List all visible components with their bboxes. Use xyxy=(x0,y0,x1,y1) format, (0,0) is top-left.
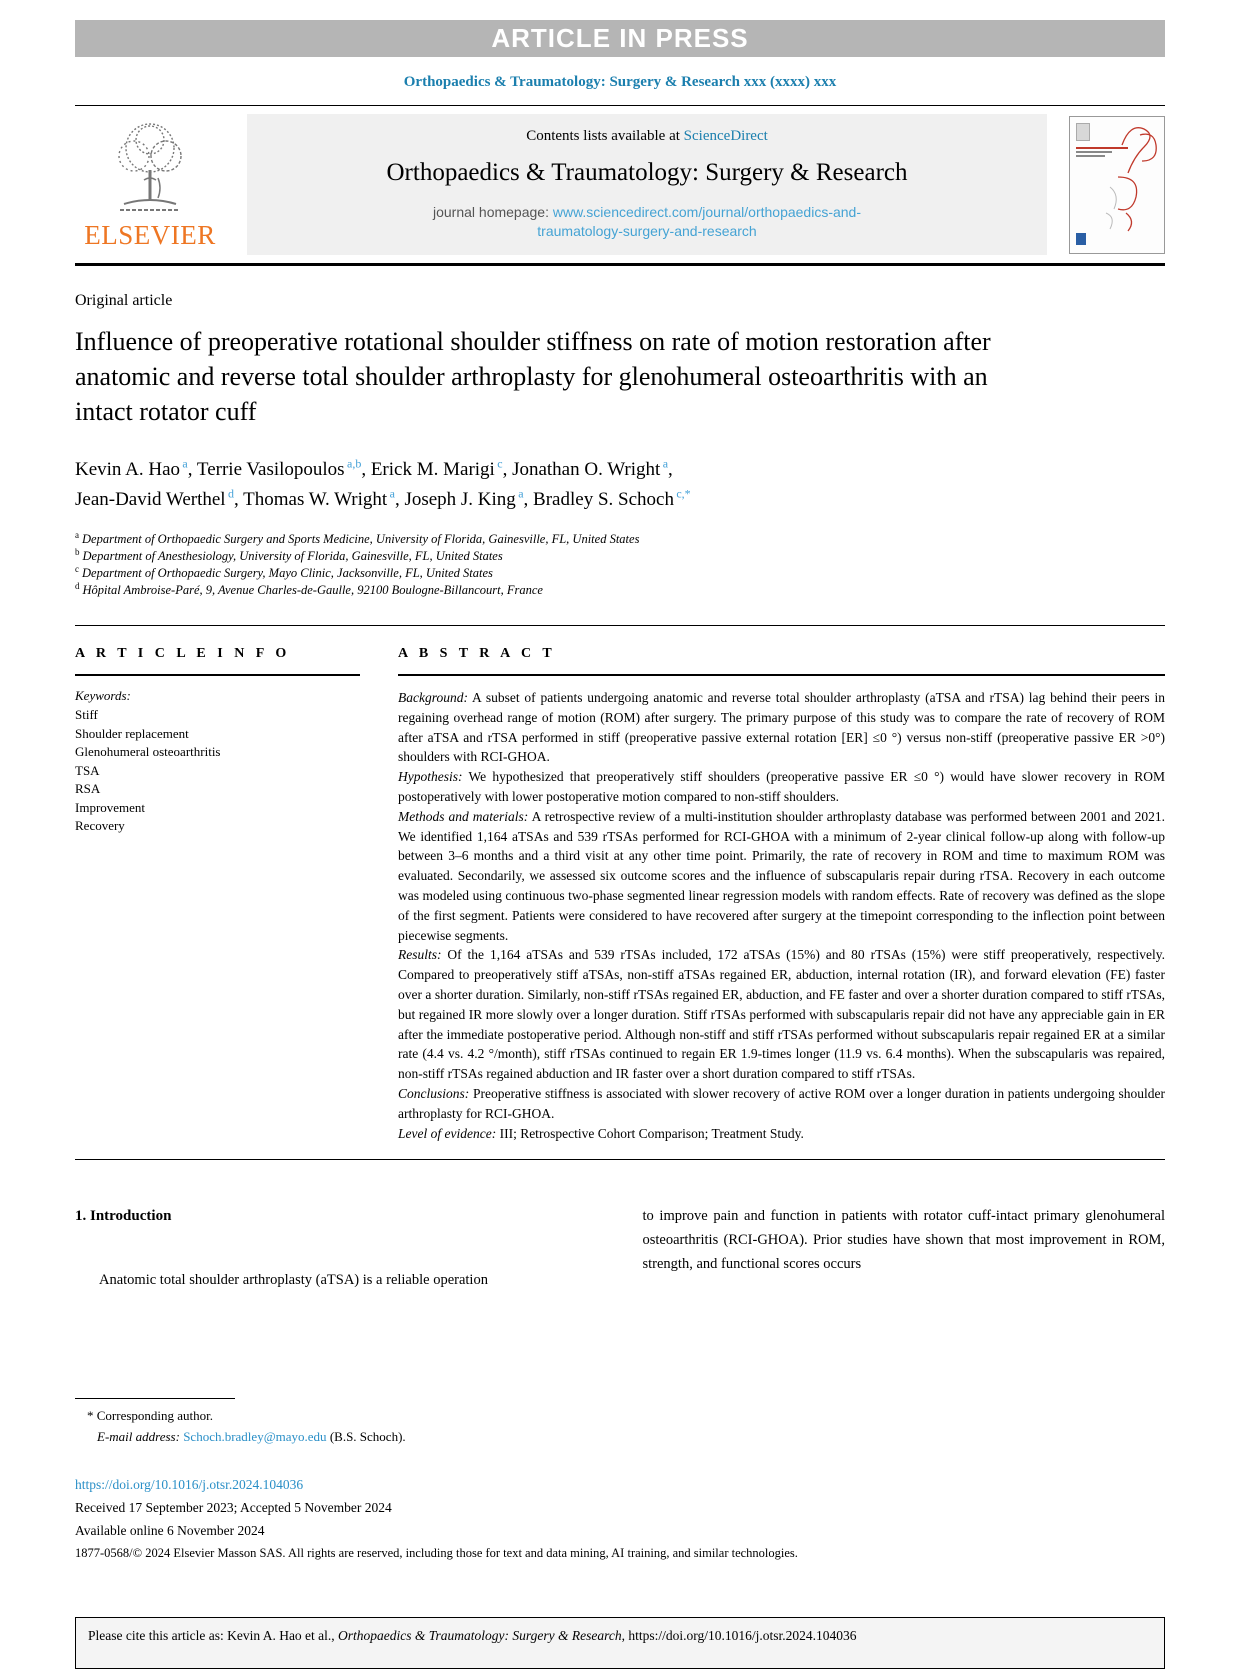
running-head: Orthopaedics & Traumatology: Surgery & Research xxx (xxxx) xxx xyxy=(403,74,837,90)
email-link[interactable]: Schoch.bradley@mayo.edu xyxy=(183,1429,327,1445)
abstract-section: Hypothesis: We hypothesized that preoperatively stiff shoulders (preoperative passive ER ≤0 °) would have slower recovery in ROM postoperatively with lower postoperative motion compared to non-stiff shoulders. xyxy=(398,769,1165,804)
keyword: Improvement xyxy=(75,799,146,815)
author: Jonathan O. Wright $^a$, xyxy=(512,456,673,480)
introduction-right-paragraph: to improve pain and function in patients with rotator cuff-intact primary glenohumeral osteoarthritis (RCI-GHOA). Prior studies have shown that most improvement in ROM, strength, and functional scores occurs xyxy=(642,1208,1165,1273)
keyword: Recovery xyxy=(75,818,125,833)
keywords-label: Keywords: xyxy=(75,688,131,703)
citation-box xyxy=(75,1617,1165,1669)
introduction-heading: 1. Introduction xyxy=(75,1208,172,1225)
author: Erick M. Marigi $^c$, xyxy=(370,456,513,480)
abstract-rule xyxy=(398,674,1165,676)
cover-publisher-mark xyxy=(1076,233,1086,245)
copyright-line: 1877-0568/© 2024 Elsevier Masson SAS. All rights are reserved, including those for text and data mining, AI training, and similar technologies. xyxy=(75,1546,798,1561)
author: Bradley S. Schoch $^{c,*}$ xyxy=(533,486,691,510)
contents-prefix: Contents lists available at xyxy=(526,128,684,144)
email-line xyxy=(75,1426,1165,1447)
abstract-section: Conclusions: Preoperative stiffness is associated with slower recovery of active ROM over a longer duration in patients undergoing shoulder arthroplasty for RCI-GHOA. xyxy=(398,1085,1165,1121)
abstract-column xyxy=(398,646,1165,1143)
homepage-prefix: journal homepage: xyxy=(432,204,553,220)
author: Kevin A. Hao $^a$, xyxy=(75,456,197,480)
received-accepted-line: Received 17 September 2023; Accepted 5 November 2024 xyxy=(75,1500,392,1516)
keyword: TSA xyxy=(75,762,100,778)
journal-title: Orthopaedics & Traumatology: Surgery & Research xyxy=(386,159,908,186)
journal-homepage-line xyxy=(433,203,861,241)
article-in-press-banner xyxy=(75,20,1165,57)
author: Joseph J. King $^a$, xyxy=(404,486,534,510)
affiliation: $^b$ Department of Anesthesiology, University of Florida, Gainesville, FL, United States xyxy=(75,546,503,563)
keyword: RSA xyxy=(75,781,101,796)
doi-link[interactable]: https://doi.org/10.1016/j.otsr.2024.104036 xyxy=(75,1477,304,1493)
info-abstract-section xyxy=(75,626,1165,1159)
introduction-left-column xyxy=(75,1204,598,1354)
elsevier-logo xyxy=(75,114,225,255)
homepage-link-line1[interactable]: www.sciencedirect.com/journal/orthopaedics-and- xyxy=(552,204,862,220)
homepage-link-line2[interactable]: traumatology-surgery-and-research xyxy=(537,223,757,239)
article-info-column xyxy=(75,646,360,1143)
elsevier-tree-icon xyxy=(104,118,196,218)
contents-line xyxy=(526,128,768,145)
article-info-heading: A R T I C L E I N F O xyxy=(75,646,291,661)
citation-prefix: Please cite this article as: Kevin A. Hao et al., xyxy=(88,1628,339,1644)
footnote-block xyxy=(75,1405,1165,1447)
introduction-left-paragraph: Anatomic total shoulder arthroplasty (aTSA) is a reliable operation xyxy=(99,1272,488,1289)
abstract-section: Level of evidence: III; Retrospective Cohort Comparison; Treatment Study. xyxy=(398,1125,804,1141)
info-abstract-bottom-rule xyxy=(75,1159,1165,1160)
article-info-rule xyxy=(75,674,360,676)
journal-header xyxy=(75,114,1165,255)
abstract-section: Results: Of the 1,164 aTSAs and 539 rTSAs included, 172 aTSAs (15%) and 80 rTSAs (15%) were stiff preoperatively, respectively. Compared to preoperatively stiff aTSAs, non-stiff aTSAs regained ER, abduction, internal rotation (IR), and forward elevation (FE) faster over a shorter duration. Similarly, non-stiff rTSAs regained ER, abduction, and FE faster and over a shorter duration compared to stiff rTSAs, but regained IR more slowly over a longer duration. Stiff rTSAs performed with subscapularis repair did not have any appreciable gain in ER after the immediate postoperative period. Although non-stiff and stiff rTSAs performed without subscapularis repair regained ER at a similar rate (4.4 vs. 4.2 °/month), stiff rTSAs continued to regain ER 1.9-times longer (11.9 vs. 6.4 months). When the subscapularis was repaired, non-stiff rTSAs regained abduction and IR faster over a short duration compared to stiff rTSAs. xyxy=(398,947,1165,1082)
footnote-rule xyxy=(75,1398,235,1399)
publication-block xyxy=(75,1473,1165,1565)
introduction-section xyxy=(75,1204,1165,1354)
email-label: E-mail address: xyxy=(97,1429,180,1445)
introduction-right-column xyxy=(643,1204,1166,1354)
keyword: Glenohumeral osteoarthritis xyxy=(75,744,221,759)
journal-cover-thumbnail xyxy=(1069,116,1165,254)
abstract-section: Methods and materials: A retrospective review of a multi-institution shoulder arthroplasty database was performed between 2001 and 2021. We identified 1,164 aTSAs and 539 rTSAs performed for RCI-GHOA with a minimum of 2-year clinical follow-up along with follow-up between 3–6 months and a third visit at any other time point. Primarily, the rate of recovery in ROM and time to maximum ROM was evaluated. Secondarily, we assessed six outcome scores and the influence of subscapularis repair during rTSA. Recovery in each outcome was modeled using continuous two-phase segmented linear regression models with random effects. Rate of recovery was defined as the slope of the first segment. Patients were considered to have recovered after surgery at the timepoint corresponding to the inflection point between piecewise segments. xyxy=(398,808,1165,943)
article-type-label: Original article xyxy=(75,292,173,309)
affiliation: $^c$ Department of Orthopaedic Surgery, Mayo Clinic, Jacksonville, FL, United States xyxy=(75,563,493,580)
abstract-body xyxy=(398,688,1165,1143)
journal-masthead xyxy=(247,114,1047,255)
banner-text: ARTICLE IN PRESS xyxy=(491,23,749,53)
article-title: Influence of preoperative rotational shoulder stiffness on rate of motion restoration after anatomic and reverse total shoulder arthroplasty for glenohumeral osteoarthritis with an intact rotator cuff xyxy=(75,327,991,426)
citation-suffix: , https://doi.org/10.1016/j.otsr.2024.104036 xyxy=(621,1628,857,1644)
author: Thomas W. Wright $^a$, xyxy=(243,486,405,510)
citation-journal-name: Orthopaedics & Traumatology: Surgery & Research xyxy=(338,1628,622,1644)
abstract-heading: A B S T R A C T xyxy=(398,646,556,661)
available-online-line: Available online 6 November 2024 xyxy=(75,1523,265,1539)
keywords-list xyxy=(75,706,360,836)
affiliation: $^d$ Hôpital Ambroise-Paré, 9, Avenue Charles-de-Gaulle, 92100 Boulogne-Billancourt, France xyxy=(75,580,543,597)
author: Terrie Vasilopoulos $^{a,b}$, xyxy=(196,456,371,480)
affiliation: $^a$ Department of Orthopaedic Surgery and Sports Medicine, University of Florida, Gainesville, FL, United States xyxy=(75,529,640,546)
author-list xyxy=(75,455,1165,515)
elsevier-wordmark: ELSEVIER xyxy=(84,220,216,250)
header-top-rule xyxy=(75,105,1165,106)
corresponding-author-note: * Corresponding author. xyxy=(87,1408,214,1424)
sciencedirect-link[interactable]: ScienceDirect xyxy=(683,128,768,144)
abstract-section: Background: A subset of patients undergoing anatomic and reverse total shoulder arthroplasty (aTSA and rTSA) lag behind their peers in regaining overhead range of motion (ROM) after surgery. The primary purpose of this study was to compare the rate of recovery of ROM after aTSA and rTSA performed in stiff (preoperative passive external rotation [ER] ≤0 °) versus non-stiff (preoperative passive ER >0°) shoulders with RCI-GHOA. xyxy=(398,690,1165,765)
keyword: Shoulder replacement xyxy=(75,725,189,741)
author: Jean-David Werthel $^d$, xyxy=(75,486,244,510)
keyword: Stiff xyxy=(75,707,98,722)
affiliation-list xyxy=(75,531,1165,599)
email-suffix: (B.S. Schoch). xyxy=(326,1429,406,1445)
header-bottom-rule xyxy=(75,263,1165,266)
